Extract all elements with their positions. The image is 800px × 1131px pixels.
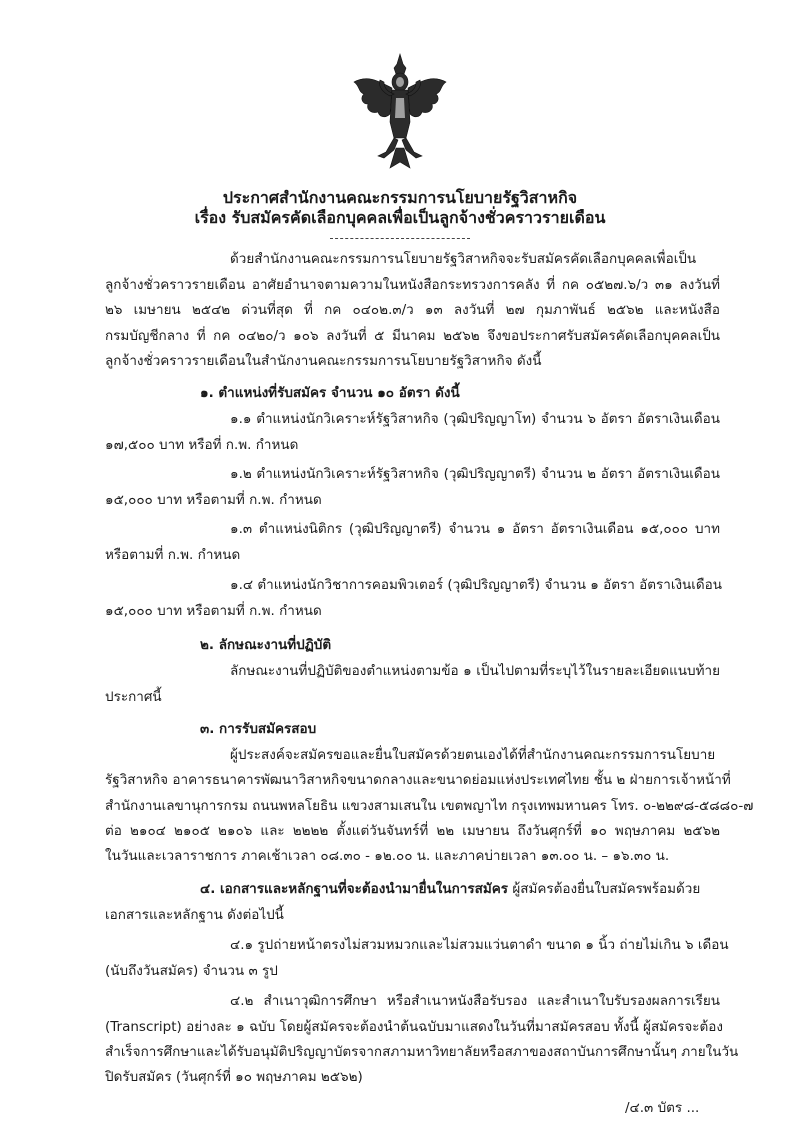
page-continuation: /๔.๓ บัตร ... xyxy=(625,1100,700,1116)
section-3-text: ผู้ประสงค์จะสมัครขอและยื่นใบสมัครด้วยตนเองได้ที่สำนักงานคณะกรรมการนโยบาย xyxy=(230,747,716,763)
intro-line: ลูกจ้างชั่วคราวรายเดือนในสำนักงานคณะกรรมการนโยบายรัฐวิสาหกิจ ดังนี้ xyxy=(105,353,542,369)
section-4-heading-rest: ผู้สมัครต้องยื่นใบสมัครพร้อมด้วย xyxy=(508,881,701,897)
garuda-emblem-icon xyxy=(350,52,450,170)
section-3-text: ต่อ ๒๑๐๔ ๒๑๐๕ ๒๑๐๖ และ ๒๒๒๒ ตั้งแต่วันจันทร์ที่ ๒๒ เมษายน ถึงวันศุกร์ที่ ๑๐ พฤษภาคม ๒๕๖๒ xyxy=(105,823,720,839)
section-1-item: ๑๕,๐๐๐ บาท หรือตามที่ ก.พ. กำหนด xyxy=(105,492,322,508)
section-1-item: ๑.๓ ตำแหน่งนิติกร (วุฒิปริญญาตรี) จำนวน ๑ อัตรา อัตราเงินเดือน ๑๕,๐๐๐ บาท xyxy=(230,521,720,537)
section-3-text: ในวันและเวลาราชการ ภาคเช้าเวลา ๐๘.๓๐ - ๑๒.๐๐ น. และภาคบ่ายเวลา ๑๓.๐๐ น. – ๑๖.๓๐ น. xyxy=(105,848,670,864)
section-1-item: ๑๗,๕๐๐ บาท หรือที่ ก.พ. กำหนด xyxy=(105,437,299,453)
intro-line: ๒๖ เมษายน ๒๕๔๒ ด่วนที่สุด ที่ กค ๐๔๐๒.๓/ว ๑๓ ลงวันที่ ๒๗ กุมภาพันธ์ ๒๕๖๒ และหนังสือ xyxy=(105,302,720,318)
section-4-item: ๔.๑ รูปถ่ายหน้าตรงไม่สวมหมวกและไม่สวมแว่นตาดำ ขนาด ๑ นิ้ว ถ่ายไม่เกิน ๖ เดือน xyxy=(230,937,729,953)
section-1-item: ๑๕,๐๐๐ บาท หรือตามที่ ก.พ. กำหนด xyxy=(105,603,322,619)
section-4-item: (Transcript) อย่างละ ๑ ฉบับ โดยผู้สมัครจะต้องนำต้นฉบับมาแสดงในวันที่มาสมัครสอบ ทั้งนี้ ผู้สมัครจะต้อง xyxy=(105,1019,723,1035)
section-2-text: ประกาศนี้ xyxy=(105,689,162,705)
section-4-item: สำเร็จการศึกษาและได้รับอนุมัติปริญญาบัตรจากสภามหาวิทยาลัยหรือสภาของสถาบันการศึกษานั้นๆ ภายในวัน xyxy=(105,1044,739,1060)
section-3-heading: ๓. การรับสมัครสอบ xyxy=(200,721,317,737)
section-2-text: ลักษณะงานที่ปฏิบัติของตำแหน่งตามข้อ ๑ เป็นไปตามที่ระบุไว้ในรายละเอียดแนบท้าย xyxy=(230,663,720,679)
announcement-title: ประกาศสำนักงานคณะกรรมการนโยบายรัฐวิสาหกิจ xyxy=(222,188,578,207)
title-divider xyxy=(330,238,470,239)
section-4-item: ปิดรับสมัคร (วันศุกร์ที่ ๑๐ พฤษภาคม ๒๕๖๒) xyxy=(105,1069,363,1085)
intro-line: ลูกจ้างชั่วคราวรายเดือน อาศัยอำนาจตามความในหนังสือกระทรวงการคลัง ที่ กค ๐๕๒๗.๖/ว ๓๑ ลงวันที่ xyxy=(105,277,720,293)
section-4-text: เอกสารและหลักฐาน ดังต่อไปนี้ xyxy=(105,907,284,923)
section-3-text: สำนักงานเลขานุการกรม ถนนพหลโยธิน แขวงสามเสนใน เขตพญาไท กรุงเทพมหานคร โทร. ๐-๒๒๙๘-๕๘๘๐-๗ xyxy=(105,798,754,814)
section-4-item: ๔.๒ สำเนาวุฒิการศึกษา หรือสำเนาหนังสือรับรอง และสำเนาใบรับรองผลการเรียน xyxy=(230,993,720,1009)
intro-line: ด้วยสำนักงานคณะกรรมการนโยบายรัฐวิสาหกิจจะรับสมัครคัดเลือกบุคคลเพื่อเป็น xyxy=(230,251,697,267)
intro-line: กรมบัญชีกลาง ที่ กค ๐๔๒๐/ว ๑๐๖ ลงวันที่ ๕ มีนาคม ๒๕๖๒ จึงขอประกาศรับสมัครคัดเลือกบุคคลเป็น xyxy=(105,328,720,344)
announcement-subject: เรื่อง รับสมัครคัดเลือกบุคคลเพื่อเป็นลูกจ้างชั่วคราวรายเดือน xyxy=(194,208,606,227)
section-1-item: ๑.๑ ตำแหน่งนักวิเคราะห์รัฐวิสาหกิจ (วุฒิปริญญาโท) จำนวน ๖ อัตรา อัตราเงินเดือน xyxy=(230,411,720,427)
section-2-heading: ๒. ลักษณะงานที่ปฏิบัติ xyxy=(200,637,332,653)
section-4-heading-line xyxy=(200,880,700,898)
section-1-item: ๑.๔ ตำแหน่งนักวิชาการคอมพิวเตอร์ (วุฒิปริญญาตรี) จำนวน ๑ อัตรา อัตราเงินเดือน xyxy=(230,577,722,593)
section-1-heading: ๑. ตำแหน่งที่รับสมัคร จำนวน ๑๐ อัตรา ดังนี้ xyxy=(200,385,460,401)
section-4-heading: ๔. เอกสารและหลักฐานที่จะต้องนำมายื่นในการสมัคร xyxy=(200,881,509,897)
section-1-item: หรือตามที่ ก.พ. กำหนด xyxy=(105,547,241,563)
section-3-text: รัฐวิสาหกิจ อาคารธนาคารพัฒนาวิสาหกิจขนาดกลางและขนาดย่อมแห่งประเทศไทย ชั้น ๒ ฝ่ายการเจ้าหน้าที่ xyxy=(105,772,731,788)
section-4-item: (นับถึงวันสมัคร) จำนวน ๓ รูป xyxy=(105,963,278,979)
section-1-item: ๑.๒ ตำแหน่งนักวิเคราะห์รัฐวิสาหกิจ (วุฒิปริญญาตรี) จำนวน ๒ อัตรา อัตราเงินเดือน xyxy=(230,466,720,482)
